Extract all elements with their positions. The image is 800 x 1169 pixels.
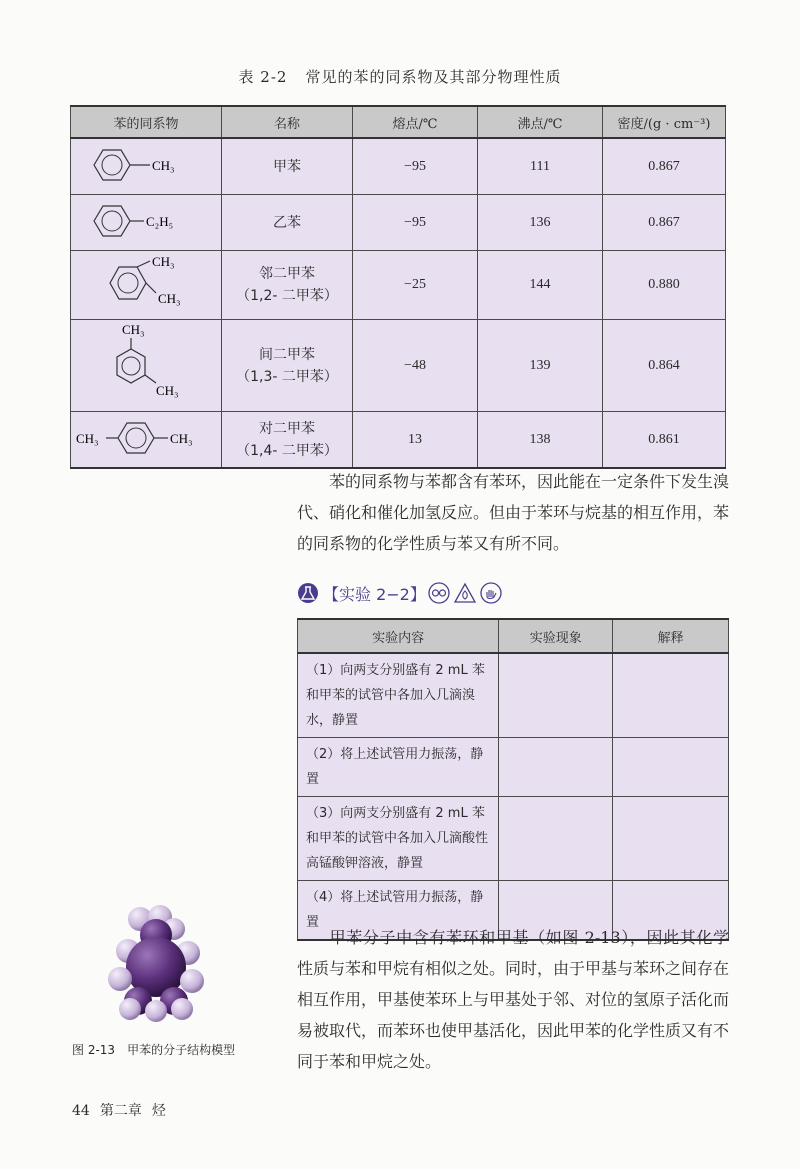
flame-hazard-icon	[453, 582, 477, 604]
table-caption-label: 表 2-2	[238, 68, 288, 86]
compound-name: 对二甲苯 （1,4- 二甲苯）	[222, 412, 353, 469]
ch3-label: CH₃	[170, 430, 193, 446]
ch3-label: CH₃	[122, 321, 145, 337]
header-explanation: 解释	[613, 619, 729, 653]
figure-title: 甲苯的分子结构模型	[127, 1043, 236, 1057]
table-caption	[0, 66, 800, 87]
m-xylene-structure	[71, 320, 222, 412]
melting-point: −95	[353, 138, 478, 195]
table-row	[71, 251, 726, 320]
figure-label: 图 2-13	[72, 1043, 116, 1057]
ch3-label: CH₃	[76, 430, 99, 446]
header-boiling-point: 沸点/℃	[478, 106, 603, 138]
header-name: 名称	[222, 106, 353, 138]
boiling-point: 144	[478, 251, 603, 320]
header-phenomenon: 实验现象	[499, 619, 613, 653]
boiling-point: 138	[478, 412, 603, 469]
experiment-title: 【实验 2−2】	[323, 584, 426, 604]
experiment-heading	[297, 579, 502, 607]
melting-point: −25	[353, 251, 478, 320]
c2h5-label: C₂H₅	[146, 213, 174, 229]
figure-caption	[72, 1041, 235, 1058]
experiment-step: （3）向两支分别盛有 2 mL 苯和甲苯的试管中各加入几滴酸性高锰酸钾溶液，静置	[298, 797, 499, 881]
goggles-icon	[428, 582, 450, 604]
density: 0.867	[603, 195, 726, 251]
header-homolog: 苯的同系物	[71, 106, 222, 138]
table-caption-title: 常见的苯的同系物及其部分物理性质	[305, 68, 562, 86]
paragraph-homologs: 苯的同系物与苯都含有苯环，因此能在一定条件下发生溴代、硝化和催化加氢反应。但由于苯环与烷基的相互作用，苯的同系物的化学性质与苯又有所不同。	[297, 472, 730, 553]
page-number: 44	[72, 1103, 90, 1119]
ch3-label: CH₃	[152, 254, 175, 269]
benzene-homologs-table	[70, 105, 726, 469]
paragraph-toluene: 甲苯分子中含有苯环和甲基（如图 2-13），因此其化学性质与苯和甲烷有相似之处。同时，由于甲基与苯环之间存在相互作用，甲基使苯环上与甲基处于邻、对位的氢原子活化而易被取代，而苯环也使甲基活化，因此甲苯的化学性质又有不同于苯和甲烷之处。	[297, 928, 730, 1071]
density: 0.864	[603, 320, 726, 412]
experiment-table	[297, 618, 729, 941]
explanation-cell	[613, 653, 729, 738]
experiment-step: （1）向两支分别盛有 2 mL 苯和甲苯的试管中各加入几滴溴水，静置	[298, 653, 499, 738]
toluene-structure	[71, 138, 222, 195]
explanation-cell	[613, 738, 729, 797]
phenomenon-cell	[499, 797, 613, 881]
ch3-label: CH₃	[152, 157, 175, 173]
compound-name: 甲苯	[222, 138, 353, 195]
o-xylene-structure	[71, 251, 222, 320]
experiment-step: （2）将上述试管用力振荡，静置	[298, 738, 499, 797]
phenomenon-cell	[499, 738, 613, 797]
density: 0.861	[603, 412, 726, 469]
boiling-point: 139	[478, 320, 603, 412]
table-row	[71, 195, 726, 251]
header-melting-point: 熔点/℃	[353, 106, 478, 138]
explanation-cell	[613, 797, 729, 881]
melting-point: 13	[353, 412, 478, 469]
toluene-molecule-model	[100, 905, 212, 1023]
table-row	[71, 412, 726, 469]
chapter-label: 第二章	[99, 1103, 142, 1119]
table-row	[71, 320, 726, 412]
ethylbenzene-structure	[71, 195, 222, 251]
compound-name: 间二甲苯 （1,3- 二甲苯）	[222, 320, 353, 412]
table-row	[298, 797, 729, 881]
boiling-point: 136	[478, 195, 603, 251]
ch3-label: CH₃	[156, 382, 179, 398]
p-xylene-structure	[71, 412, 222, 469]
table-row	[71, 138, 726, 195]
page-footer	[72, 1100, 176, 1120]
table-row	[298, 738, 729, 797]
experiment-step: （4）将上述试管用力振荡，静置	[298, 881, 499, 941]
header-density: 密度/(g · cm⁻³)	[603, 106, 726, 138]
hand-wash-icon	[480, 582, 502, 604]
ch3-label: CH₃	[158, 291, 181, 306]
melting-point: −95	[353, 195, 478, 251]
compound-name: 乙苯	[222, 195, 353, 251]
section-label: 烃	[151, 1103, 166, 1119]
header-content: 实验内容	[298, 619, 499, 653]
table-row	[298, 653, 729, 738]
melting-point: −48	[353, 320, 478, 412]
boiling-point: 111	[478, 138, 603, 195]
experiment-badge-icon	[297, 582, 319, 604]
density: 0.867	[603, 138, 726, 195]
compound-name: 邻二甲苯 （1,2- 二甲苯）	[222, 251, 353, 320]
density: 0.880	[603, 251, 726, 320]
phenomenon-cell	[499, 653, 613, 738]
